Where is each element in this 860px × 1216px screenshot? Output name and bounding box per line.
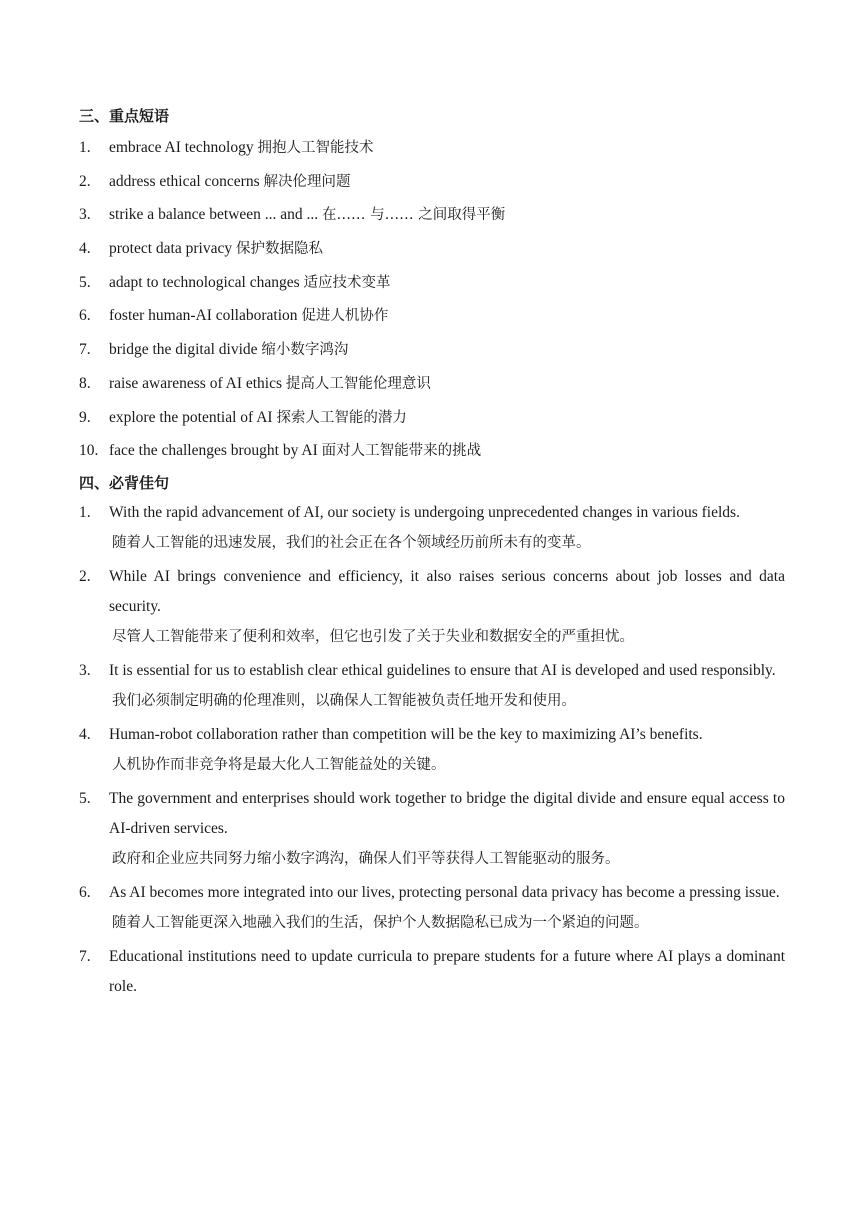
sentence-english: Educational institutions need to update curricula to prepare students for a future where AI plays a dominant role. [109, 947, 785, 995]
sentence-english: The government and enterprises should work together to bridge the digital divide and ensure equal access to AI-driven services. [109, 789, 785, 837]
item-number: 6. [79, 307, 91, 325]
item-number: 4. [79, 240, 91, 258]
phrase-item [79, 198, 785, 232]
item-number: 2. [79, 567, 91, 585]
phrase-chinese: 解决伦理问题 [263, 173, 351, 190]
phrase-english: foster human-AI collaboration [109, 307, 302, 325]
phrase-item [79, 401, 785, 435]
item-number: 1. [79, 503, 91, 521]
sentence-item [79, 562, 785, 652]
sentence-chinese: 随着人工智能的迅速发展，我们的社会正在各个领域经历前所未有的变革。 [112, 534, 591, 551]
phrase-english: explore the potential of AI [109, 408, 277, 426]
phrase-chinese: 拥抱人工智能技术 [257, 140, 374, 156]
phrase-english: protect data privacy [109, 240, 236, 258]
sentence-item [79, 784, 785, 874]
sentence-english: With the rapid advancement of AI, our society is undergoing unprecedented changes in various fields. [109, 503, 740, 521]
sentence-item [79, 942, 785, 1002]
item-number: 6. [79, 883, 91, 901]
phrase-chinese: 缩小数字鸿沟 [261, 342, 349, 359]
item-number: 1. [79, 139, 91, 156]
phrase-item [79, 232, 785, 266]
phrase-english: face the challenges brought by AI [109, 442, 322, 460]
phrase-english: strike a balance between ... and ... [109, 206, 323, 224]
phrase-english: embrace AI technology [109, 139, 258, 156]
phrase-chinese: 提高人工智能伦理意识 [285, 375, 431, 392]
item-number: 7. [79, 341, 91, 359]
phrase-chinese: 在…… 与…… 之间取得平衡 [322, 207, 506, 224]
phrase-chinese: 保护数据隐私 [235, 241, 323, 258]
item-number: 3. [79, 206, 91, 224]
key-sentences-list [79, 498, 785, 1002]
sentence-item [79, 656, 785, 716]
item-number: 8. [79, 374, 91, 392]
phrase-item [79, 266, 785, 300]
item-number: 4. [79, 725, 91, 743]
phrase-item [79, 434, 785, 468]
sentence-chinese: 人机协作而非竞争将是最大化人工智能益处的关键。 [112, 756, 446, 773]
item-number: 3. [79, 661, 91, 679]
phrase-item [79, 333, 785, 367]
sentence-english: Human-robot collaboration rather than competition will be the key to maximizing AI’s benefits. [109, 725, 703, 743]
phrase-chinese: 适应技术变革 [303, 274, 391, 291]
phrase-english: adapt to technological changes [109, 273, 304, 291]
item-number: 5. [79, 273, 91, 291]
sentence-chinese: 我们必须制定明确的伦理准则，以确保人工智能被负责任地开发和使用。 [112, 692, 576, 709]
sentence-chinese: 尽管人工智能带来了便利和效率，但它也引发了关于失业和数据安全的严重担忧。 [112, 628, 634, 645]
phrase-item [79, 367, 785, 401]
section-heading-key-phrases: 三、重点短语 [79, 107, 170, 125]
phrase-chinese: 面对人工智能带来的挑战 [321, 443, 482, 460]
sentence-english: While AI brings convenience and efficiency, it also raises serious concerns about job losses and data security. [109, 567, 785, 615]
item-number: 10. [79, 442, 99, 460]
sentence-english: As AI becomes more integrated into our lives, protecting personal data privacy has become a pressing issue. [109, 883, 780, 901]
phrase-chinese: 促进人机协作 [301, 308, 389, 325]
key-phrases-list [79, 131, 785, 468]
item-number: 5. [79, 789, 91, 807]
sentence-chinese: 随着人工智能更深入地融入我们的生活，保护个人数据隐私已成为一个紧迫的问题。 [112, 914, 649, 931]
section-heading-key-sentences: 四、必背佳句 [79, 473, 170, 492]
phrase-english: address ethical concerns [109, 172, 264, 190]
sentence-item [79, 878, 785, 938]
sentence-item [79, 720, 785, 780]
phrase-item [79, 299, 785, 333]
item-number: 2. [79, 172, 91, 190]
phrase-item [79, 131, 785, 165]
phrase-item [79, 165, 785, 199]
phrase-english: raise awareness of AI ethics [109, 374, 286, 392]
phrase-chinese: 探索人工智能的潜力 [276, 409, 407, 426]
sentence-item [79, 498, 785, 558]
sentence-english: It is essential for us to establish clear ethical guidelines to ensure that AI is developed and used responsibly. [109, 661, 776, 679]
phrase-english: bridge the digital divide [109, 341, 262, 359]
document-page [79, 101, 785, 1006]
item-number: 7. [79, 947, 91, 965]
sentence-chinese: 政府和企业应共同努力缩小数字鸿沟，确保人们平等获得人工智能驱动的服务。 [112, 850, 620, 867]
item-number: 9. [79, 408, 91, 426]
